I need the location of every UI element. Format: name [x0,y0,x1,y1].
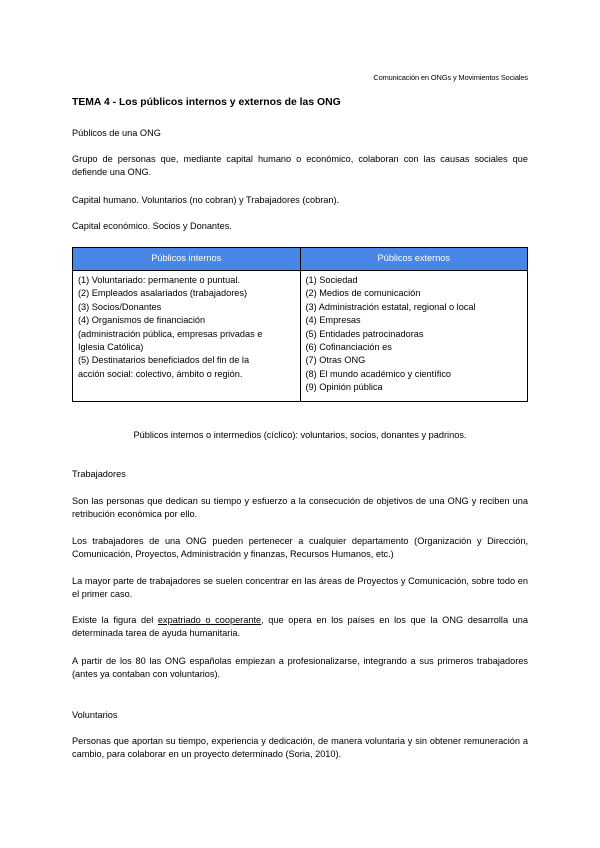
externos-item: (2) Medios de comunicación [305,288,421,299]
externos-item: (8) El mundo académico y científico [305,368,452,379]
internos-item: (administración pública, empresas privadas e [78,328,263,339]
p4-text-after: , que opera en los países en los que la ONG desarrolla una determinada tarea de ayuda humanitaria. [72,615,529,639]
p4-text-before: Existe la figura del [72,615,158,625]
trabajadores-paragraph-1: Son las personas que dedican su tiempo y esfuerzo a la consecución de objetivos de una ONG y reciben una retribución económica por ello. [72,496,528,520]
trabajadores-paragraph-4 [72,614,528,641]
page-title: TEMA 4 - Los públicos internos y externos de las ONG [72,97,341,108]
trabajadores-heading: Trabajadores [72,469,126,479]
trabajadores-paragraph-5: A partir de los 80 las ONG españolas empiezan a profesionalizarse, integrando a sus primeros trabajadores (antes ya contaban con voluntarios). [72,656,528,680]
internos-item: (3) Socios/Donantes [78,301,162,312]
externos-cell [300,271,528,402]
externos-item: (1) Sociedad [305,275,358,285]
externos-item: (3) Administración estatal, regional o local [305,301,476,312]
internos-item: acción social: colectivo, ámbito o región. [78,368,243,379]
internos-item: (2) Empleados asalariados (trabajadores) [78,288,248,299]
header-publicos-externos: Públicos externos [300,248,528,271]
trabajadores-paragraph-3: La mayor parte de trabajadores se suelen concentrar en las áreas de Proyectos y Comunicación, sobre todo en el primer caso. [72,576,528,600]
publicos-heading: Públicos de una ONG [72,128,161,138]
header-publicos-internos: Públicos internos [73,248,301,271]
voluntarios-paragraph-1: Personas que aportan su tiempo, experiencia y dedicación, de manera voluntaria y sin obtener remuneración a cambio, para colaborar en un proyecto determinado (Soria, 2010). [72,736,528,760]
grupo-paragraph: Grupo de personas que, mediante capital humano o económico, colaboran con las causas sociales que defiende una ONG. [72,154,528,178]
expatriado-link[interactable]: expatriado o cooperante [157,615,262,625]
internos-item: Iglesia Católica) [78,342,144,353]
externos-item: (6) Cofinanciación es [305,342,392,353]
internos-item: (1) Voluntariado: permanente o puntual. [78,275,240,285]
voluntarios-heading: Voluntarios [72,710,118,720]
internos-item: (4) Organismos de financiación [78,315,206,326]
externos-item: (9) Opinión pública [305,382,383,393]
internos-item: (5) Destinatarios beneficiados del fin de la [78,355,250,366]
publicos-table [72,247,528,402]
externos-item: (4) Empresas [305,315,361,326]
externos-item: (5) Entidades patrocinadoras [305,328,424,339]
capital-economico-text: Capital económico. Socios y Donantes. [72,221,232,231]
externos-item: (7) Otras ONG [305,355,366,366]
trabajadores-paragraph-2: Los trabajadores de una ONG pueden pertenecer a cualquier departamento (Organización y Dirección, Comunicación, Proyectos, Administración y finanzas, Recursos Humanos, etc.) [72,536,528,560]
intermedios-text: Públicos internos o intermedios (cíclico): voluntarios, socios, donantes y padrinos. [133,430,467,440]
running-header: Comunicación en ONGs y Movimientos Sociales [373,73,528,82]
internos-cell [73,271,301,402]
capital-humano-text: Capital humano. Voluntarios (no cobran) y Trabajadores (cobran). [72,195,340,205]
